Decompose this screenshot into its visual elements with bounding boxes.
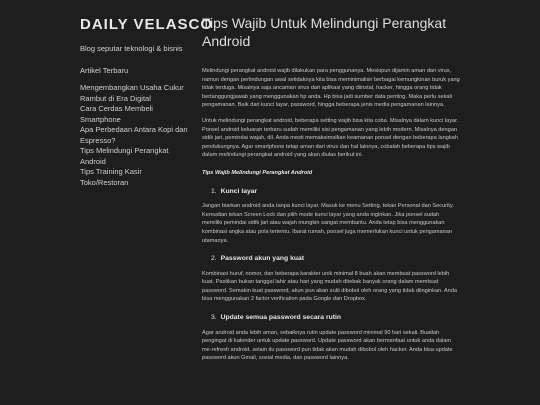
site-title[interactable]: DAILY VELASCO [80, 16, 214, 33]
recent-post-item [80, 125, 188, 146]
section-paragraph: Jangan biarkan android anda tanpa kunci layar. Masuk ke menu Setting, tekan Personal dan Security. Kemudian tekan Screen Lock dan pilih mode kunci layar yang anda inginkan. Jika ponsel sudah memiliki pemindai sidik jari atau wajah mungkin sangat membantu. Anda tetap bisa menggunakan kombinasi angka atau pola tertentu. Ibarat rumah, ponsel juga memerlukan kunci untuk pengamanan utamanya. [202, 203, 454, 244]
section-heading [211, 314, 460, 323]
recent-post-link[interactable]: Tips Melindungi Perangkat Android [80, 146, 169, 166]
section-heading [211, 188, 460, 197]
recent-post-link[interactable]: Apa Perbedaan Antara Kopi dan Espresso? [80, 125, 188, 145]
post-title: Tips Wajib Untuk Melindungi Perangkat Android [202, 15, 447, 49]
section-number: 2. [211, 255, 217, 263]
recent-post-item [80, 146, 188, 167]
post-paragraph: Untuk melindungi perangkat android, beberapa setting wajib bisa kita coba. Misalnya dalam kunci layar. Ponsel android keluaran terbaru sudah memiliki sisi pengamanan yang lebih modern. Misalnya dengan sidik jari, pemindai wajah, dll. Anda mesti memaksimalkan keamanan ponsel dengan beberapa langkah pendukungnya. Agar smartphone tetap aman dari virus dan hal lainnya, cobalah beberapa tips wajib dalam melindungi perangkat android yang akan diulas berikut ini. [202, 117, 459, 159]
section-paragraph: Agar android anda lebih aman, sebaiknya rutin update password minimal 90 hari sekali. Buatlah pengingat di kalender untuk update password. Update password akan bermanfaat untuk anda dalam me-refresh android. selain itu password pun tidak akan mudah dibobol oleh hacker. Anda bisa update password akun Gmail, sosial media, dan password lainnya. [202, 329, 453, 362]
recent-post-link[interactable]: Mengembangkan Usaha Cukur Rambut di Era Digital [80, 83, 184, 103]
site-tagline: Blog seputar teknologi & bisnis [80, 44, 183, 53]
recent-post-link[interactable]: Cara Cerdas Membeli Smartphone [80, 104, 153, 124]
recent-posts-heading: Artikel Terbaru [80, 66, 129, 75]
recent-post-item [80, 104, 188, 125]
section-heading-text: Password akun yang kuat [220, 255, 305, 263]
post-subtitle: Tips Wajib Melindungi Perangkat Android [202, 169, 313, 176]
section-heading-text: Kunci layar [220, 187, 258, 195]
recent-post-item [80, 167, 188, 188]
recent-post-link[interactable]: Tips Training Kasir Toko/Restoran [80, 167, 142, 187]
section-number: 3. [211, 314, 217, 322]
post-paragraph: Melindungi perangkat android wajib dilakukan para penggunanya. Meskipun dijamin aman dari virus, namun dengan perlindungan awal setidaknya kita bisa meminimalisir berbagai kemungkinan buruk yang tidak terduga. Misalnya saja ancaman virus dari aplikasi yang diinstal, hacker, hingga orang tidak bertanggungjawab yang menggunakan hp anda. Hp bisa jadi sumber data penting. Maka perlu sekali pengamanan. Baik dari kunci layar, password, hingga beberapa jenis media pengamanan lainnya. [202, 68, 460, 109]
recent-posts-list [80, 83, 188, 188]
section-heading-text: Update semua password secara rutin [220, 314, 342, 322]
sidebar [80, 14, 214, 188]
main-content [202, 14, 460, 370]
recent-post-item [80, 83, 188, 104]
section-heading [211, 255, 460, 264]
section-paragraph: Kombinasi huruf, nomor, dan beberapa karakter unik minimal 8 buah akan membuat password lebih kuat. Pastikan bukan tanggal lahir atau hari yang mudah ditebak banyak orang dalam membuat password. Semakin kuat password, akun pun akan sulit dibobol oleh orang yang tidak diinginkan. Anda bisa menggunakan 2 factor verification pada Google dan Dropbox. [202, 270, 457, 303]
section-number: 1. [211, 187, 217, 195]
post-content [202, 67, 460, 363]
